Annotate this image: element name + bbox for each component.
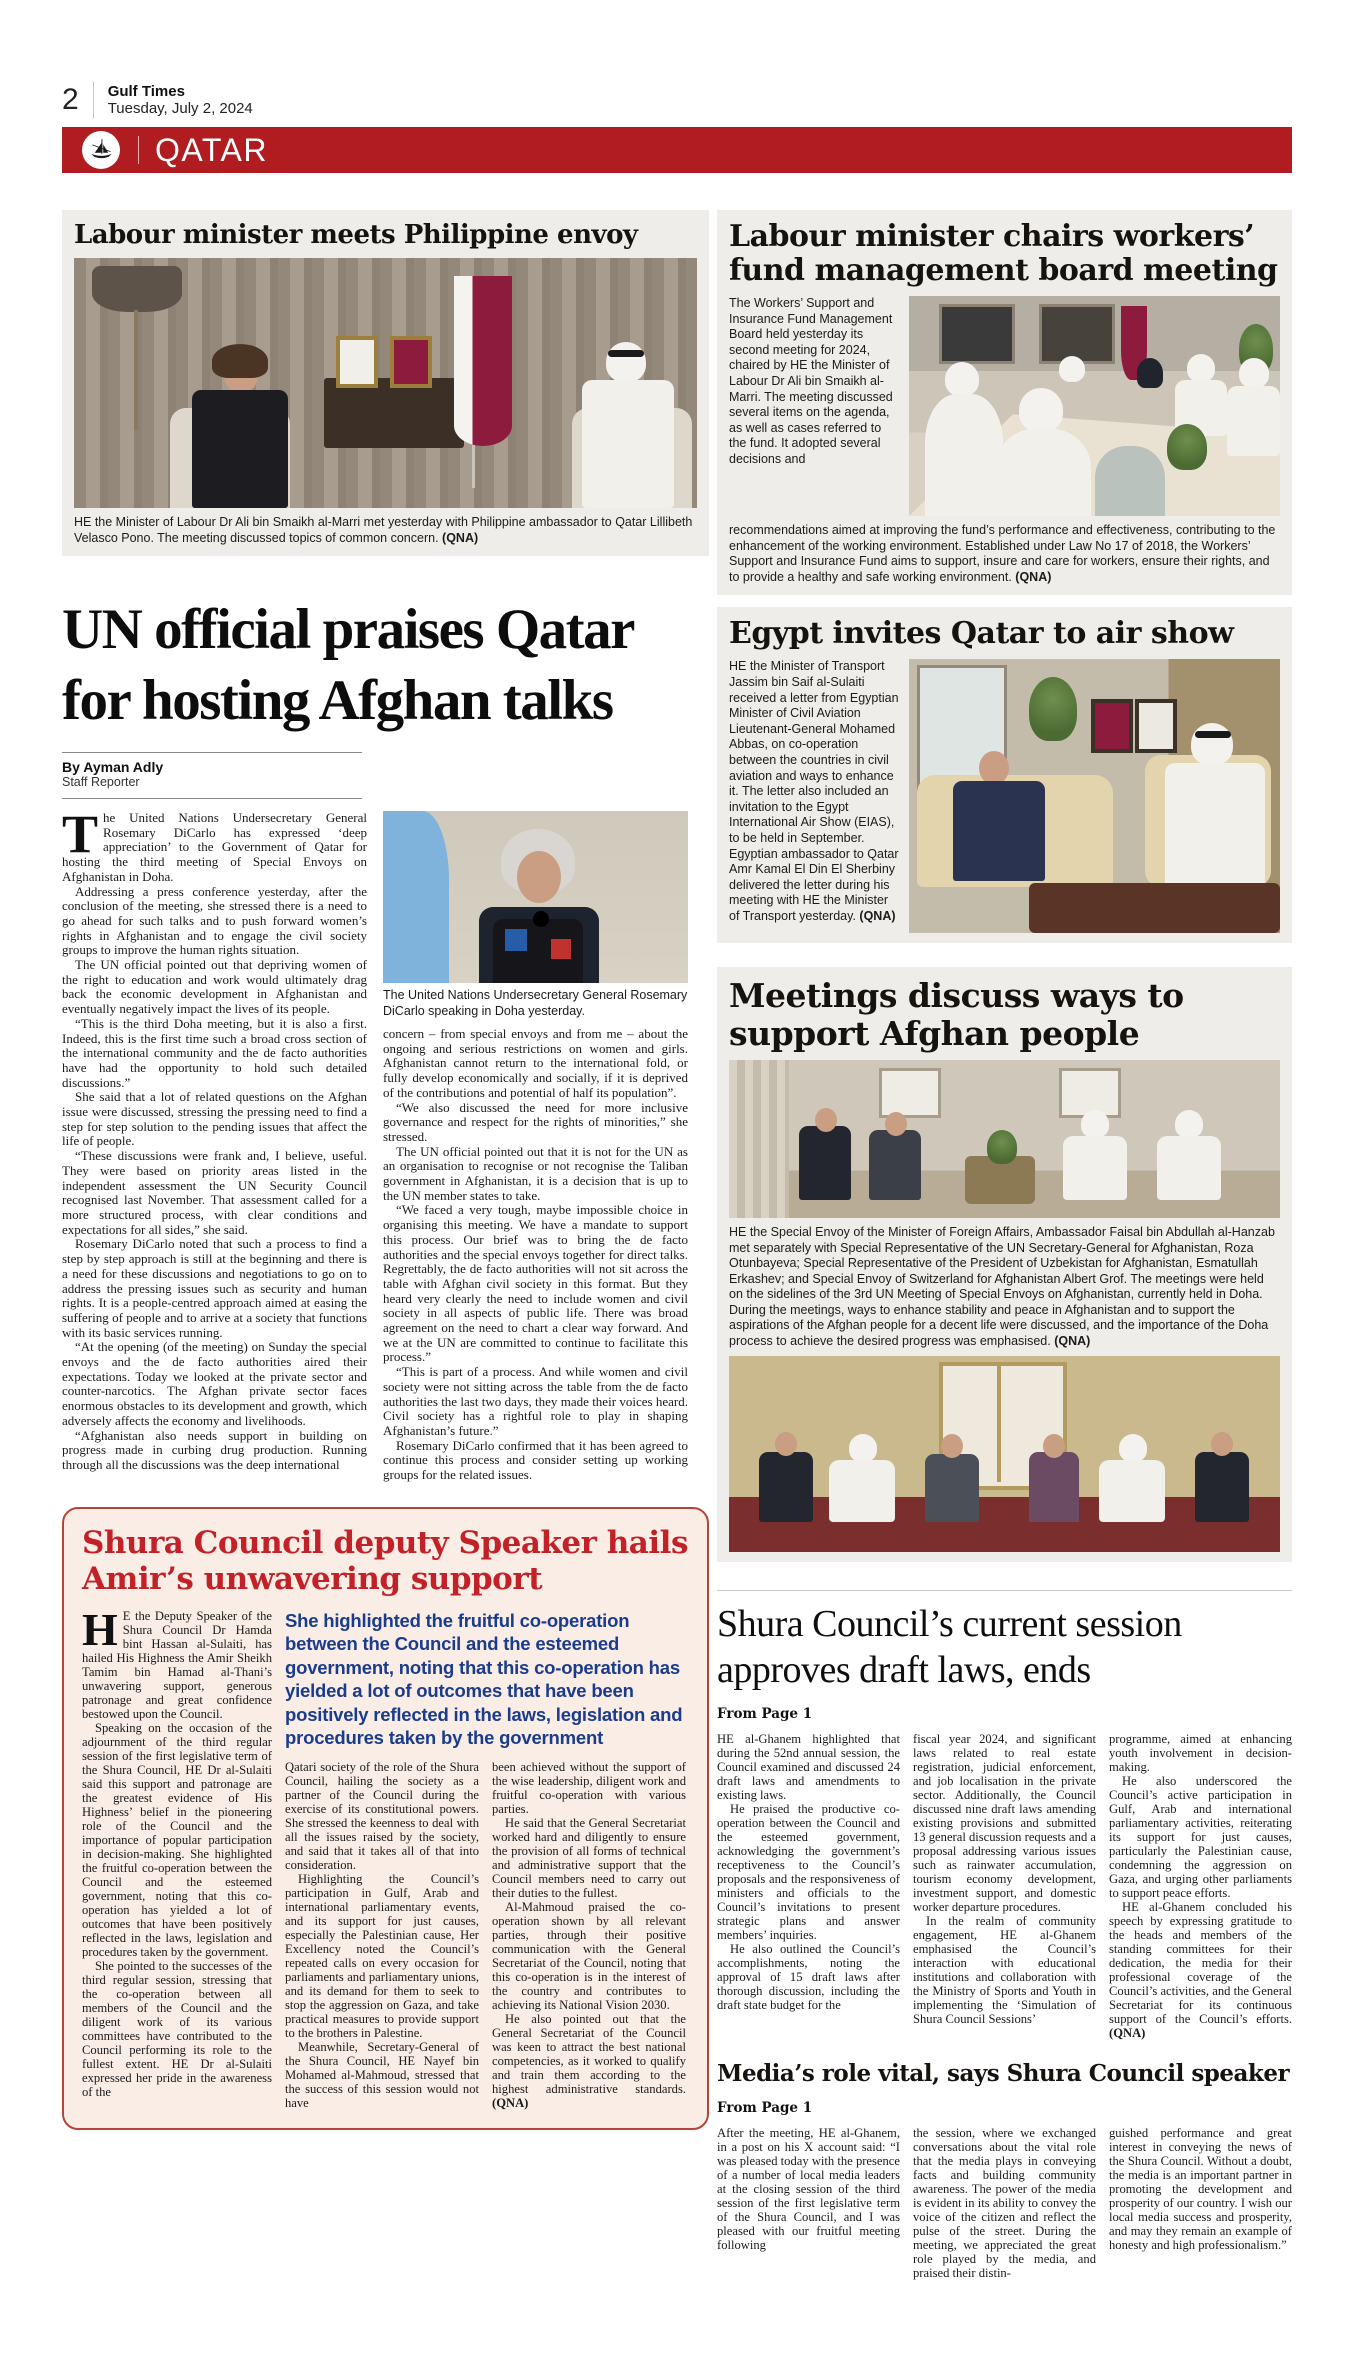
- delegate-figure: [869, 1130, 921, 1200]
- paragraph: “At the opening (of the meeting) on Sunday the special envoys and the de facto authorities aired their expectations. Today we looked at the private sector and counter-narcotics. The Afghan private sector faces enormous obstacles to its development and growth, which adversely affects the economy and livelihoods.: [62, 1339, 367, 1428]
- transport-minister-headdress: [1191, 723, 1233, 765]
- paragraph-text: he United Nations Undersecretary General Rosemary DiCarlo has expressed ‘deep appreciation’ to the Government of Qatar for hosting the third meeting of Special Envoys on Afghanistan in Doha.: [62, 810, 367, 884]
- envoy-figure: [1157, 1136, 1221, 1200]
- qatar-flag: [454, 276, 512, 446]
- body-text: recommendations aimed at improving the fund’s performance and effectiveness, contributing to the enhancement of the working environment. Established under Law No 17 of 2018, the Workers’ Support and Insurance Fund aims to support, insure and care for workers, ensure their rights, and to provide a healthy and safe working environment.: [729, 523, 1276, 584]
- agal-band: [1195, 731, 1231, 738]
- article-shura-deputy-speaker: [62, 1507, 709, 2130]
- wall-frame: [879, 1068, 941, 1118]
- paragraph: Al-Mahmoud praised the co-operation shown by all relevant parties, through their positive communication with the General Secretariat of the Council, noting that this co-operation is in the interest of the country and contributes to achieving its National Vision 2030.: [492, 1899, 686, 2012]
- section-title: QATAR: [155, 132, 268, 168]
- byline-block: [62, 752, 362, 799]
- board-member: [1187, 354, 1215, 382]
- lamp-stand: [134, 310, 138, 430]
- paragraph: Qatari society of the role of the Shura Council, hailing the society as a partner of the Council during the exercise of its constitutional powers. She stressed the keenness to deal with all the issues raised by the society, and said that it takes all of that into consideration.: [285, 1759, 479, 1872]
- paragraph: Highlighting the Council’s participation in Gulf, Arab and international parliamentary events, and its support for just causes, especially the Palestinian cause, Her Excellency noted the Council’s repeated calls on every occasion for parliaments and parliamentary unions, and its demand for them to seek to stop the aggression on Gaza, and take practical measures to provide support to the brothers in Palestine.: [285, 1871, 479, 2040]
- media-column-2: [913, 2126, 1096, 2280]
- banner-divider: [138, 136, 139, 164]
- article-headline: Labour minister meets Philippine envoy: [74, 220, 638, 250]
- dicarlo-caption: The United Nations Undersecretary General Rosemary DiCarlo speaking in Doha yesterday.: [383, 988, 688, 1018]
- shura-right-area: [285, 1609, 689, 2110]
- byline-author: By Ayman Adly: [62, 759, 164, 775]
- paragraph: She said that a lot of related questions on the Afghan issue were discussed, stressing the pressing need to find a step for step solution to the pending issues that affect the life of people.: [62, 1089, 367, 1149]
- envoy-figure: [829, 1460, 895, 1522]
- paragraph: “This is part of a process. And while women and civil society were not sitting across the table from the de facto authorities the last two days, they made their voices heard. Civil society has a rightful role to play in shaping Afghanistan’s future.”: [383, 1364, 688, 1438]
- envoy-figure: [1063, 1136, 1127, 1200]
- qna-credit: (QNA): [1015, 569, 1052, 584]
- board-member-body: [925, 394, 1003, 516]
- paragraph: the session, where we exchanged conversations about the vital role that the media plays in conveying facts and building community awareness. The power of the media is evident in its ability to convey the voice of the citizen and reflect the pulse of the street. During the meeting, we appreciated the great role played by the media, and praised their distin-: [913, 2126, 1096, 2281]
- un-flag: [383, 811, 449, 983]
- un-column-1: [62, 804, 367, 1483]
- from-page-label: From Page 1: [717, 2100, 813, 2117]
- paragraph: Meanwhile, Secretary-General of the Shura Council, HE Nayef bin Mohamed al-Mahmoud, stressed that the success of this session would not have: [285, 2039, 479, 2110]
- mic-flag-blue: [505, 929, 527, 951]
- coffee-table: [1029, 883, 1280, 933]
- delegate-figure: [1195, 1452, 1249, 1522]
- table-plant: [1167, 424, 1207, 470]
- from-page-label: From Page 1: [717, 1706, 813, 1723]
- chair-back: [1095, 446, 1165, 516]
- paragraph: The UN official pointed out that depriving women of the right to education and work would ultimately drag back the economic development in Afghanistan and eventually negatively impact the lives of its people.: [62, 957, 367, 1017]
- door-split: [997, 1362, 1001, 1482]
- board-meeting-photo: [909, 296, 1280, 516]
- paragraph: Speaking on the occasion of the adjournment of the third regular session of the first legislative term of the Shura Council, HE Dr al-Sulaiti said this support and patronage are the greatest evidence of His Highness’ belief in the pioneering role of the Council and the importance of popular participation in decision-making. She highlighted the fruitful co-operation between the Council and the esteemed government, noting that this co-operation has yielded a lot of outcomes that have been positively reflected in the laws, legislation and procedures taken by the government.: [82, 1720, 272, 1959]
- qna-credit: (QNA): [1109, 2026, 1146, 2041]
- media-column-3: [1109, 2126, 1292, 2280]
- shura-column-2: [285, 1760, 479, 2110]
- wall-panel: [939, 304, 1015, 364]
- media-column-1: [717, 2126, 900, 2280]
- curtain: [729, 1060, 789, 1218]
- issue-date: Tuesday, July 2, 2024: [107, 100, 253, 117]
- envoy-figure: [1099, 1460, 1165, 1522]
- photo-caption: [74, 515, 697, 546]
- paper-title-block: [108, 83, 253, 117]
- framed-portrait: [1135, 699, 1177, 753]
- paragraph: HE al-Ghanem highlighted that during the 52nd annual session, the Council examined and discussed 24 draft laws and amendments to existing laws.: [717, 1732, 900, 1803]
- plant: [1029, 677, 1077, 741]
- workers-side-text: The Workers’ Support and Insurance Fund Management Board held yesterday its second meeting for 2024, chaired by HE the Minister of Labour Dr Ali bin Smaikh al-Marri. The meeting discussed several items on the agenda, as well as cases referred to the fund. It adopted several decisions and: [729, 296, 893, 466]
- paragraph: He also outlined the Council’s accomplishments, noting the approval of 15 draft laws after thorough discussion, including the draft state budget for the: [717, 1942, 900, 2013]
- agal-band: [608, 350, 644, 357]
- console-table: [324, 378, 464, 448]
- paragraph: programme, aimed at enhancing youth involvement in decision-making.: [1109, 1732, 1292, 1775]
- drop-cap: H: [82, 1603, 118, 1655]
- afghan-meeting-photo-1: [729, 1060, 1280, 1218]
- delegate-figure: [925, 1454, 979, 1522]
- article-media-role: [717, 2060, 1292, 2280]
- dhow-logo-icon: [82, 131, 120, 169]
- paragraph: “These discussions were frank and, I believe, useful. They were based on priority areas listed in the independent assessment the UN Security Council recognised last November. That assessment called for a more structured process, with clear conditions and expectations for all sides,” she said.: [62, 1148, 367, 1237]
- dhow-boat-graphic: [88, 137, 115, 164]
- egypt-body-text: [729, 659, 899, 924]
- article-un-official: [62, 594, 709, 1483]
- paragraph: [1109, 1900, 1292, 2040]
- paragraph: He said that the General Secretariat worked hard and diligently to ensure the provision of all forms of technical and administrative support that the Council members need to carry out their duties to the fullest.: [492, 1815, 686, 1900]
- body-text: HE the Minister of Transport Jassim bin Saif al-Sulaiti received a letter from Egyptian Minister of Civil Aviation Lieutenant-General Mohamed Abbas, on co-operation between the countries in civil aviation and ways to enhance it. The letter also included an invitation to the Egypt International Air Show (EIAS), to be held in September. Egyptian ambassador to Qatar Amr Kamal El Din El Sherbiny delivered the letter during his meeting with HE the Minister of Transport yesterday.: [729, 659, 899, 923]
- paragraph: Addressing a press conference yesterday, after the conclusion of the meeting, she stressed there is a need to go ahead for such talks and to push forward women’s rights in Afghanistan and to engage the civil society groups to improve the human rights situation.: [62, 883, 367, 958]
- main-headline: UN official praises Qatar for hosting Afghan talks: [62, 598, 633, 732]
- framed-portrait: [336, 336, 378, 388]
- envoy-figure: [192, 390, 288, 508]
- caption-text: HE the Minister of Labour Dr Ali bin Smaikh al-Marri met yesterday with Philippine ambassador to Qatar Lillibeth Velasco Pono. The meeting discussed topics of common concern.: [74, 515, 693, 545]
- envoy-headdress: [1175, 1110, 1203, 1138]
- paragraph: [62, 804, 367, 885]
- paper-name: Gulf Times: [107, 83, 185, 100]
- article-headline: Labour minister chairs workers’ fund management board meeting: [729, 219, 1278, 288]
- dicarlo-photo: [383, 811, 688, 983]
- paragraph: She pointed to the successes of the third regular session, stressing that the co-operation between all members of the Council and the diligent work of its various committees have contributed to the Council performing its role to the fullest extent. HE Dr al-Sulaiti expressed her pride in the awareness of the: [82, 1958, 272, 2099]
- qna-credit: (QNA): [859, 908, 896, 923]
- paragraph: guished performance and great interest in conveying the news of the Shura Council. Without a doubt, the media is an important partner in promoting the development and prosperity of our country. I wish our local media success and prosperity, and may they remain an example of honesty and high professionalism.”: [1109, 2126, 1292, 2253]
- paragraph-text: HE al-Ghanem concluded his speech by expressing gratitude to the heads and members of the standing committees for their dedication, the media for their professional coverage of the Council’s activities, and the General Secretariat for its continuous support of the Council’s efforts.: [1109, 1900, 1292, 2027]
- article-headline: Egypt invites Qatar to air show: [729, 616, 1234, 652]
- article-session-draft-laws: [717, 1590, 1292, 2040]
- lamp-shade: [92, 266, 182, 312]
- egypt-minister-figure: [953, 781, 1045, 881]
- envoy-hair: [212, 344, 268, 378]
- mic-head: [533, 911, 549, 927]
- paragraph: “This is the third Doha meeting, but it is also a first. Indeed, this is the first time such a broad cross section of the international community and the de facto authorities have had the opportunity to hold such detailed discussions.”: [62, 1015, 367, 1090]
- qna-credit: (QNA): [1054, 1333, 1091, 1348]
- board-member: [1019, 388, 1063, 432]
- board-member: [1239, 358, 1269, 388]
- minister-figure: [582, 380, 674, 508]
- shura-column-1: [82, 1603, 272, 2110]
- minister-headdress: [606, 342, 646, 382]
- paragraph: concern – from special envoys and from me – about the ongoing and serious restrictions on women and girls. Afghanistan cannot return to the international fold, or fully develop economically and socially, if it is deprived of the contributions and potential of half its population”.: [383, 1026, 688, 1100]
- afghan-meeting-photo-2: [729, 1356, 1280, 1552]
- mic-flag-red: [551, 939, 571, 959]
- paragraph: [492, 2012, 686, 2110]
- board-member-body: [1227, 386, 1280, 456]
- article-egypt-airshow: [717, 607, 1292, 943]
- delegate-figure: [799, 1126, 851, 1200]
- article-workers-fund: [717, 210, 1292, 595]
- session-column-1: [717, 1732, 900, 2040]
- workers-bottom-text: [729, 523, 1280, 585]
- article-afghan-meetings: [717, 967, 1292, 1562]
- qna-credit: (QNA): [442, 530, 479, 545]
- board-member-woman: [1137, 358, 1163, 388]
- paragraph: “Afghanistan also needs support in building on progress made in curbing drug production. Running through all the discussions was the deep international: [62, 1427, 367, 1472]
- egypt-meeting-photo: [909, 659, 1280, 933]
- wall-panel: [1039, 304, 1115, 364]
- shura-box-headline: Shura Council deputy Speaker hails Amir’s unwavering support: [82, 1524, 688, 1597]
- session-headline: Shura Council’s current session approves draft laws, ends: [717, 1603, 1182, 1692]
- paragraph: Rosemary DiCarlo confirmed that it has been agreed to continue this process and consider setting up working groups for the related issues.: [383, 1437, 688, 1483]
- delegate-figure: [1029, 1452, 1079, 1522]
- transport-minister-figure: [1165, 763, 1265, 889]
- qna-credit: (QNA): [492, 2095, 529, 2110]
- paragraph: The UN official pointed out that it is not for the UN as an organisation to recognise or not recognise the Taliban government in Afghanistan, it is a decision that is up to the UN member states to take.: [383, 1143, 688, 1203]
- envoy-headdress: [1119, 1434, 1147, 1462]
- masthead-divider: [93, 82, 94, 118]
- philippine-meeting-photo: [74, 258, 697, 508]
- paragraph: After the meeting, HE al-Ghanem, in a post on his X account said: “I was pleased today with the presence of a number of local media leaders at the closing session of the third session of the first legislative term of the Shura Council, and I was pleased with our fruitful meeting following: [717, 2126, 900, 2253]
- board-member-body: [995, 428, 1091, 516]
- session-column-2: [913, 1732, 1096, 2040]
- dicarlo-face: [517, 851, 561, 903]
- framed-portrait: [390, 336, 432, 388]
- drop-cap: T: [62, 804, 99, 864]
- media-headline: Media’s role vital, says Shura Council speaker: [717, 2060, 1290, 2088]
- flowers: [987, 1130, 1017, 1164]
- paragraph: He also underscored the Council’s active participation in Gulf, Arab and international parliamentary activities, reiterating its support for just causes, particularly the Palestinian cause, condemning the aggression on Gaza, and urging other parliaments to support peace efforts.: [1109, 1774, 1292, 1901]
- paragraph: He praised the productive co-operation between the Council and the esteemed government, acknowledging the government’s receptiveness to the Council’s proposals and the responsiveness of ministers and officials to the Council’s invitations to present strategic plans and answer members’ inquiries.: [717, 1802, 900, 1943]
- un-column-2: [383, 811, 688, 1483]
- paragraph: Rosemary DiCarlo noted that such a process to find a step by step approach is still at the beginning and there is a need for these discussions and negotiations to go on to address the pressing issues such as security and human rights. It is a people-centred approach aimed at easing the suffering of people and to arrive at a society that functions with its basic services running.: [62, 1236, 367, 1340]
- envoy-headdress: [1081, 1110, 1109, 1138]
- paragraph: [82, 1603, 272, 1721]
- board-member: [1059, 356, 1085, 382]
- shura-column-3: [492, 1760, 686, 2110]
- pull-quote: She highlighted the fruitful co-operation between the Council and the esteemed government, noting that this co-operation has yielded a lot of outcomes that have been positively reflected in the laws, legislation and procedures taken by the government: [285, 1609, 683, 1749]
- caption-text: HE the Special Envoy of the Minister of Foreign Affairs, Ambassador Faisal bin Abdullah al-Hanzab met separately with Special Representative of the UN Secretary-General for Afghanistan, Roza Otunbayeva; Special Representative of the President of Uzbekistan for Afghanistan, Esmatullah Erkashev; and Special Envoy of Switzerland for Afghanistan Albert Grof. The meetings were held on the sidelines of the 3rd UN Meeting of Special Envoys on Afghanistan, currently held in Doha. During the meetings, ways to enhance stability and peace in Afghanistan and to support the aspirations of the Afghan people for a decent life were discussed, and the importance of the Doha process to achieve the desired progress was emphasised.: [729, 1225, 1275, 1348]
- article-headline: Meetings discuss ways to support Afghan people: [729, 976, 1184, 1054]
- session-column-3: [1109, 1732, 1292, 2040]
- delegate-figure: [759, 1452, 813, 1522]
- masthead: [62, 0, 1292, 118]
- framed-portrait: [1091, 699, 1133, 753]
- paragraph: fiscal year 2024, and significant laws related to real estate registration, judicial enforcement, and job localisation in the private sector. Additionally, the Council discussed nine draft laws amending existing provisions and submitted 13 general discussion requests and a proposal addressing various issues such as rainwater accumulation, tourism economy development, investment support, and domestic worker departure procedures.: [913, 1732, 1096, 1915]
- paragraph: been achieved without the support of the wise leadership, diligent work and fruitful co-operation with various parties.: [492, 1759, 686, 1816]
- envoy-headdress: [849, 1434, 877, 1462]
- paragraph: In the realm of community engagement, HE al-Ghanem emphasised the Council’s interaction with educational institutions and collaboration with the Ministry of Sports and Youth in implementing the ‘Simulation of Shura Council Sessions’: [913, 1914, 1096, 2027]
- paragraph: “We also discussed the need for more inclusive governance and respect for the rights of minorities,” she stressed.: [383, 1099, 688, 1144]
- page-number: 2: [62, 83, 79, 116]
- paragraph-text: E the Deputy Speaker of the Shura Council Dr Hamda bint Hassan al-Sulaiti, has hailed His Highness the Amir Sheikh Tamim bin Hamad al-Thani’s unwavering support, generous patronage and great confidence bestowed upon the Council.: [82, 1608, 272, 1721]
- paragraph: “We faced a very tough, maybe impossible choice in organising this meeting. We have a mandate to support this process. Our brief was to bring the de facto authorities and the special envoys together for direct talks. Regrettably, the de facto authorities will not sit across the table with Afghan civil society in this format. But they heard very clearly the need to include women and civil society in all aspects of public life. There was broad agreement on the need to chart a clear way forward. And we at the UN are committed to continue to facilitate this process.”: [383, 1202, 688, 1365]
- meetings-caption: [729, 1225, 1280, 1349]
- article-philippine-envoy: [62, 210, 709, 556]
- byline-role: Staff Reporter: [62, 775, 140, 789]
- section-banner: [62, 127, 1292, 173]
- board-member: [945, 362, 979, 396]
- paragraph-text: He also pointed out that the General Secretariat of the Council was keen to attract the best national competencies, as it worked to qualify and train them according to the highest administrative standards.: [492, 2011, 686, 2096]
